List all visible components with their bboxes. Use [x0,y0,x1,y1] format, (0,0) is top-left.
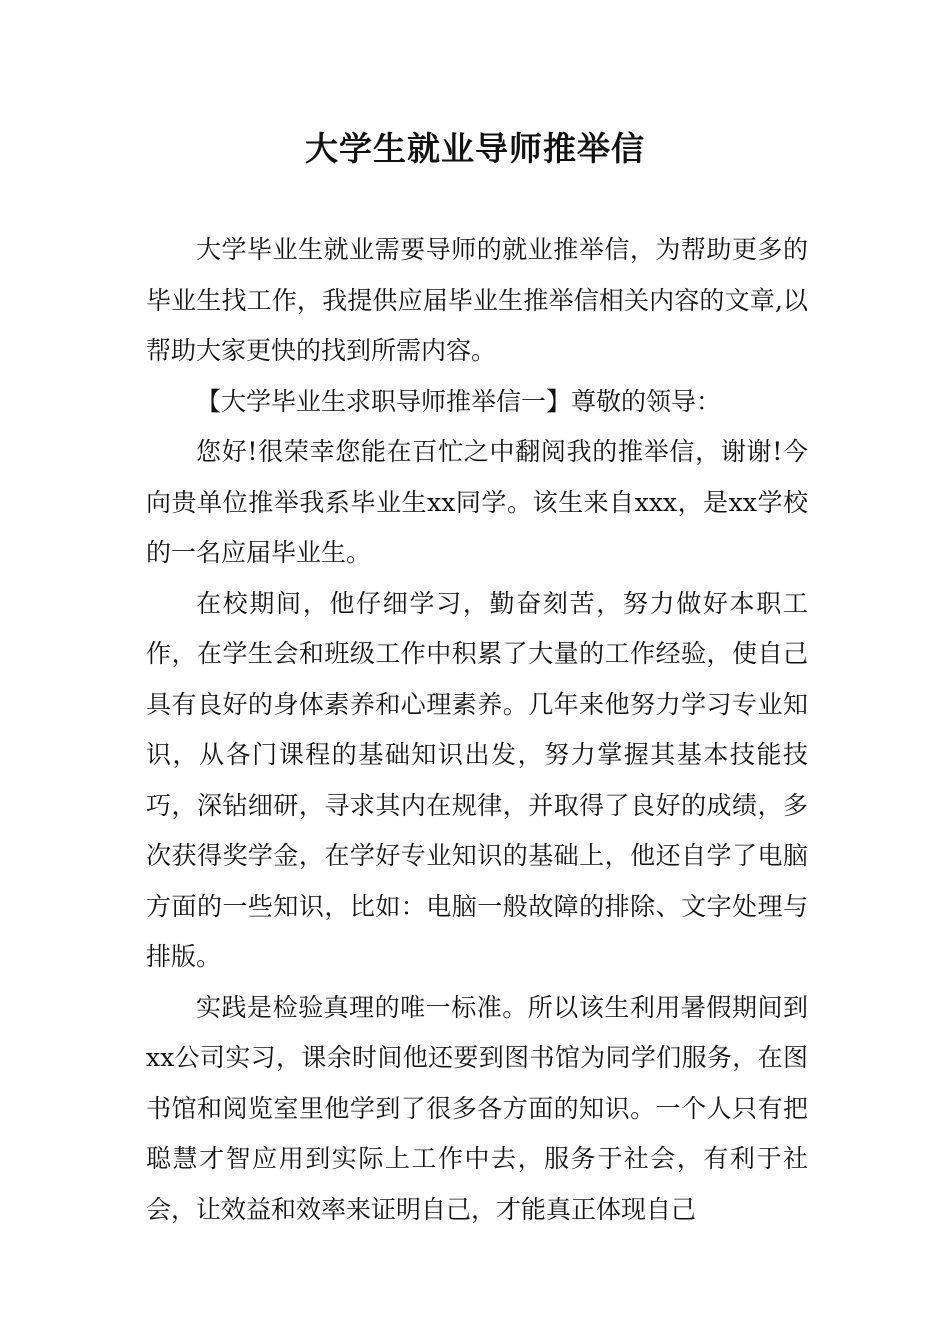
paragraph-intro: 大学毕业生就业需要导师的就业推举信，为帮助更多的毕业生找工作，我提供应届毕业生推举信相关内容的文章,以帮助大家更快的找到所需内容。 [146,235,808,365]
paragraph-salutation: 【大学毕业生求职导师推举信一】尊敬的领导： [196,386,722,416]
paragraph-school-performance: 在校期间，他仔细学习，勤奋刻苦，努力做好本职工作，在学生会和班级工作中积累了大量的工作经验，使自己具有良好的身体素养和心理素养。几年来他努力学习专业知识，从各门课程的基础知识出发，努力掌握其基本技能技巧，深钻细研，寻求其内在规律，并取得了良好的成绩，多次获得奖学金，在学好专业知识的基础上，他还自学了电脑方面的一些知识，比如：电脑一般故障的排除、文字处理与排版。 [146,588,808,971]
paragraph-greeting: 您好!很荣幸您能在百忙之中翻阅我的推举信，谢谢!今向贵单位推举我系毕业生xx同学。该生来自xxx，是xx学校的一名应届毕业生。 [146,437,808,567]
document-title: 大学生就业导师推举信 [305,129,645,168]
paragraph-practice: 实践是检验真理的唯一标准。所以该生利用暑假期间到xx公司实习，课余时间他还要到图书馆为同学们服务，在图书馆和阅览室里他学到了很多各方面的知识。一个人只有把聪慧才智应用到实际上工作中去，服务于社会，有利于社会，让效益和效率来证明自己，才能真正体现自己 [146,992,808,1224]
document-body [146,225,808,1235]
